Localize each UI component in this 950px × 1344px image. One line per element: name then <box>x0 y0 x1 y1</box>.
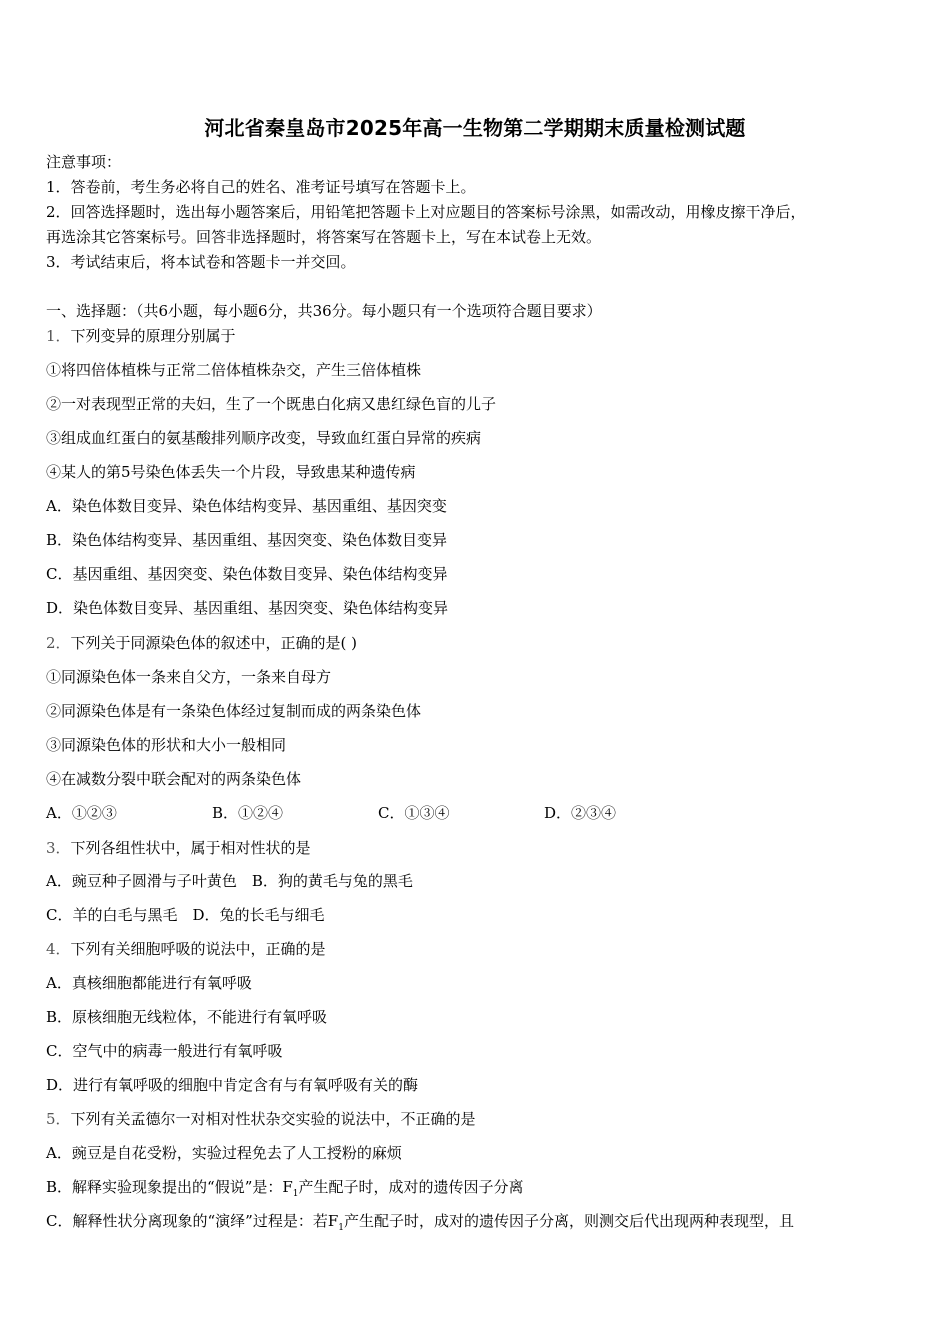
q2-option-d: D．②③④ <box>544 804 617 822</box>
question-4-number: 4． <box>46 940 71 958</box>
q3-options-ab: A．豌豆种子圆滑与子叶黄色 B．狗的黄毛与兔的黑毛 <box>46 872 413 890</box>
notice-heading: 注意事项： <box>46 153 122 171</box>
q1-option-b: B．染色体结构变异、基因重组、基因突变、染色体数目变异 <box>46 531 448 549</box>
q1-option-a: A．染色体数目变异、染色体结构变异、基因重组、基因突变 <box>46 497 447 515</box>
q5-option-c-suffix: 产生配子时，成对的遗传因子分离，则测交后代出现两种表现型，且 <box>343 1212 794 1230</box>
question-4-text: 下列有关细胞呼吸的说法中，正确的是 <box>70 940 326 958</box>
q1-option-d: D．染色体数目变异、基因重组、基因突变、染色体结构变异 <box>46 599 449 617</box>
q4-option-c: C．空气中的病毒一般进行有氧呼吸 <box>46 1042 283 1060</box>
q5-option-a: A．豌豆是自花受粉，实验过程免去了人工授粉的麻烦 <box>46 1144 402 1162</box>
q2-statement-2: ②同源染色体是有一条染色体经过复制而成的两条染色体 <box>46 702 422 720</box>
q1-statement-2: ②一对表现型正常的夫妇，生了一个既患白化病又患红绿色盲的儿子 <box>46 395 497 413</box>
question-2-number: 2． <box>46 634 71 652</box>
question-3-number: 3． <box>46 839 71 857</box>
q5-option-b <box>46 1177 524 1204</box>
page-title: 河北省秦皇岛市2025年高一生物第二学期期末质量检测试题 <box>204 116 746 140</box>
question-1-text: 下列变异的原理分别属于 <box>70 327 236 345</box>
q4-option-a: A．真核细胞都能进行有氧呼吸 <box>46 974 252 992</box>
question-2-text: 下列关于同源染色体的叙述中，正确的是( ) <box>70 634 358 652</box>
q2-options-row <box>46 803 710 823</box>
q4-option-b: B．原核细胞无线粒体，不能进行有氧呼吸 <box>46 1008 328 1026</box>
q2-statement-3: ③同源染色体的形状和大小一般相同 <box>46 736 287 754</box>
q1-statement-3: ③组成血红蛋白的氨基酸排列顺序改变，导致血红蛋白异常的疾病 <box>46 429 482 447</box>
question-1-number: 1． <box>46 327 71 345</box>
q5-option-b-subscript: 1 <box>292 1189 299 1199</box>
q5-option-c <box>46 1211 794 1238</box>
q5-option-c-subscript: 1 <box>338 1223 344 1233</box>
q5-option-c-prefix: C．解释性状分离现象的“演绎”过程是：若F <box>46 1212 339 1230</box>
q5-option-b-prefix: B．解释实验现象提出的“假说”是：F <box>46 1178 293 1196</box>
question-4-stem <box>46 939 326 959</box>
question-3-text: 下列各组性状中，属于相对性状的是 <box>70 839 311 857</box>
notice-item-2b: 再选涂其它答案标号。回答非选择题时，将答案写在答题卡上，写在本试卷上无效。 <box>46 228 602 246</box>
question-5-stem <box>46 1109 476 1129</box>
q1-statement-1: ①将四倍体植株与正常二倍体植株杂交，产生三倍体植株 <box>46 361 422 379</box>
q2-statement-4: ④在减数分裂中联会配对的两条染色体 <box>46 770 302 788</box>
q1-option-c: C．基因重组、基因突变、染色体数目变异、染色体结构变异 <box>46 565 448 583</box>
question-5-number: 5． <box>46 1110 71 1128</box>
q3-options-cd: C．羊的白毛与黑毛 D．兔的长毛与细毛 <box>46 906 325 924</box>
q2-statement-1: ①同源染色体一条来自父方，一条来自母方 <box>46 668 332 686</box>
q1-statement-4: ④某人的第5号染色体丢失一个片段，导致患某种遗传病 <box>46 463 416 481</box>
question-2-stem <box>46 633 357 653</box>
question-3-stem <box>46 838 311 858</box>
notice-item-2a: 2．回答选择题时，选出每小题答案后，用铅笔把答题卡上对应题目的答案标号涂黑，如需改动，用橡皮擦干净后， <box>46 203 806 221</box>
notice-item-3: 3．考试结束后，将本试卷和答题卡一并交回。 <box>46 253 356 271</box>
q5-option-b-suffix: 产生配子时，成对的遗传因子分离 <box>298 1178 524 1196</box>
question-5-text: 下列有关孟德尔一对相对性状杂交实验的说法中，不正确的是 <box>70 1110 476 1128</box>
notice-item-1: 1．答卷前，考生务必将自己的姓名、准考证号填写在答题卡上。 <box>46 178 476 196</box>
question-1-stem <box>46 326 236 346</box>
q2-option-c: C．①③④ <box>378 804 450 822</box>
q2-option-a: A．①②③ <box>46 804 117 822</box>
section-heading: 一、选择题：（共6小题，每小题6分，共36分。每小题只有一个选项符合题目要求） <box>46 302 602 320</box>
q4-option-d: D．进行有氧呼吸的细胞中肯定含有与有氧呼吸有关的酶 <box>46 1076 419 1094</box>
q2-option-b: B．①②④ <box>212 804 284 822</box>
